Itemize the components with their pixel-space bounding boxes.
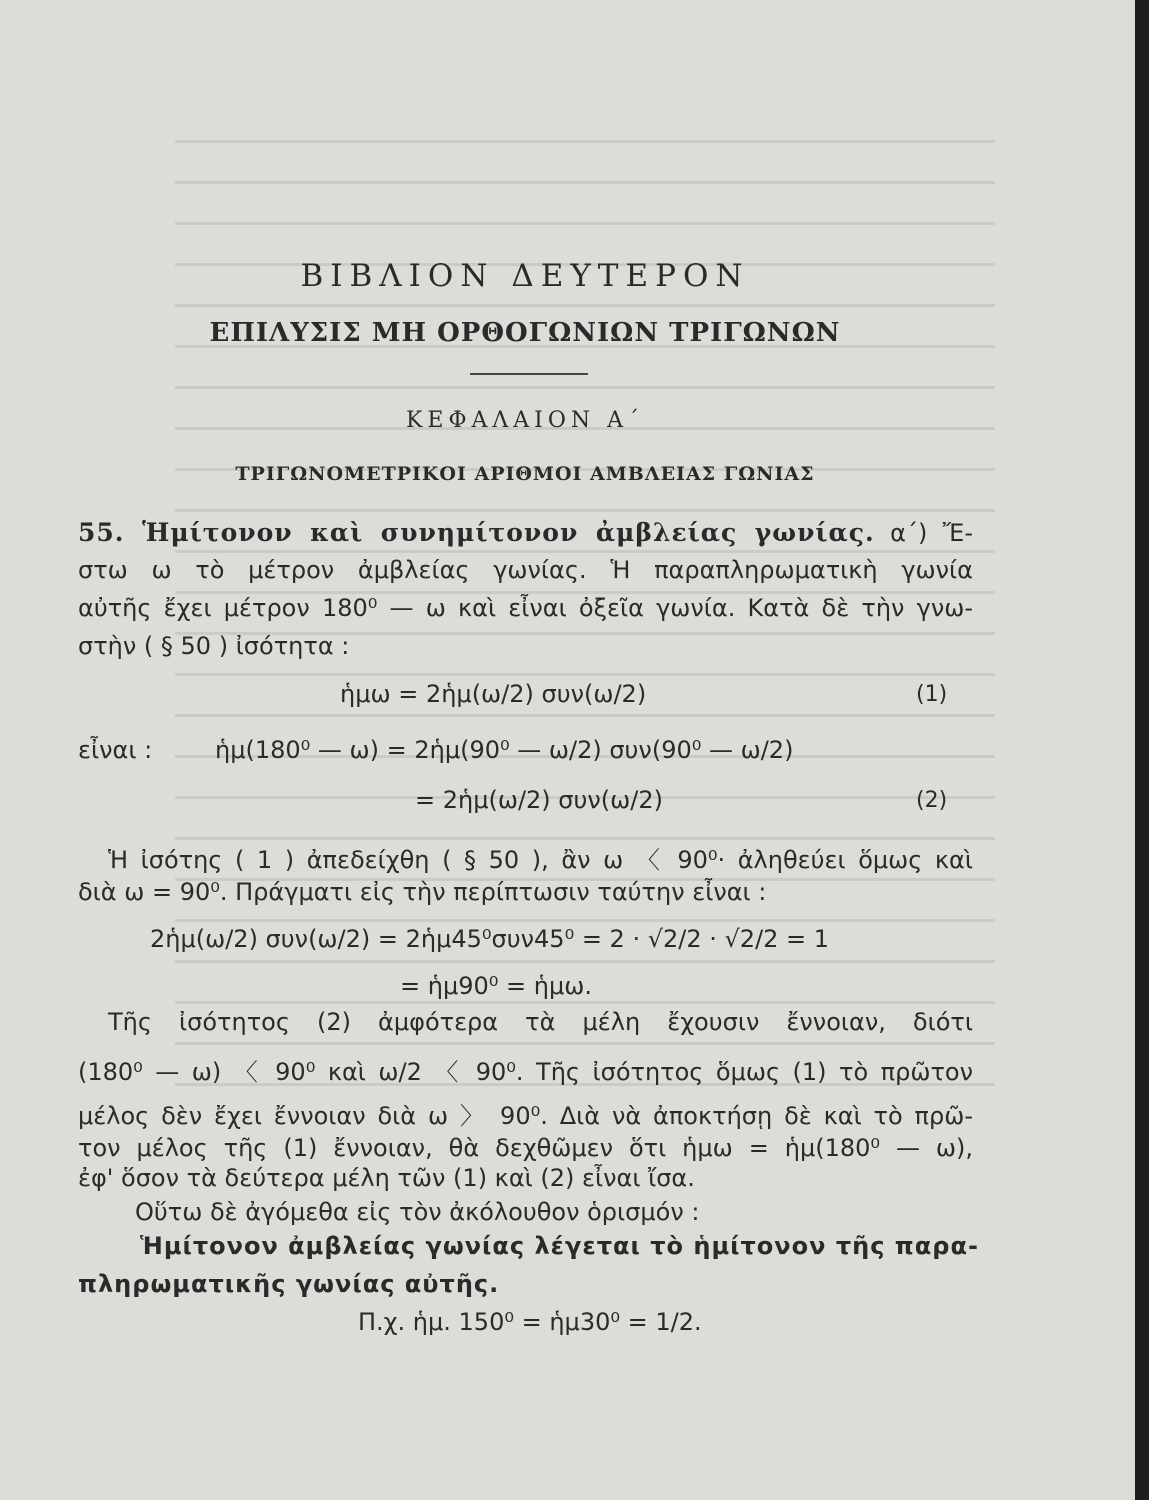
example: Π.χ. ἡμ. 150⁰ = ἡμ30⁰ = 1/2. bbox=[358, 1308, 702, 1336]
equation-2-prefix: εἶναι : bbox=[78, 736, 153, 764]
section-heading: 55. Ἡμίτονον καὶ συνημίτονον ἀμβλείας γωνίας. bbox=[78, 518, 875, 547]
section-heading-cont: α΄) Ἔ- bbox=[890, 519, 973, 547]
para3-line-3: μέλος δὲν ἔχει ἔννοιαν διὰ ω 〉 90⁰. Διὰ νὰ ἀποκτήσῃ δὲ καὶ τὸ πρῶ- bbox=[78, 1102, 973, 1130]
section-line-3: στὴν ( § 50 ) ἰσότητα : bbox=[78, 632, 350, 660]
para4: Οὕτω δὲ ἀγόμεθα εἰς τὸν ἀκόλουθον ὁρισμόν : bbox=[135, 1198, 700, 1226]
equation-1-number: (1) bbox=[916, 682, 948, 707]
para3-line-4: τον μέλος τῆς (1) ἔννοιαν, θὰ δεχθῶμεν ὅτι ἡμω = ἡμ(180⁰ — ω), bbox=[78, 1134, 973, 1162]
page-edge-shadow bbox=[1135, 0, 1149, 1500]
definition-line-2: πληρωματικῆς γωνίας αὐτῆς. bbox=[78, 1270, 500, 1298]
equation-2-number: (2) bbox=[916, 788, 948, 813]
chapter-subtitle: ΤΡΙΓΩΝΟΜΕΤΡΙΚΟΙ ΑΡΙΘΜΟΙ ΑΜΒΛΕΙΑΣ ΓΩΝΙΑΣ bbox=[235, 463, 815, 485]
equation-3-line-1: 2ἡμ(ω/2) συν(ω/2) = 2ἡμ45⁰συν45⁰ = 2 · √2/2 · √2/2 = 1 bbox=[150, 925, 830, 953]
para3-line-5: ἐφ' ὅσον τὰ δεύτερα μέλη τῶν (1) καὶ (2) εἶναι ἴσα. bbox=[78, 1164, 695, 1192]
section-line-1: στω ω τὸ μέτρον ἀμβλείας γωνίας. Ἡ παραπληρωματικὴ γωνία bbox=[78, 556, 973, 584]
para2-line-2: διὰ ω = 90⁰. Πράγματι εἰς τὴν περίπτωσιν ταύτην εἶναι : bbox=[78, 878, 767, 906]
para3-line-2: (180⁰ — ω) 〈 90⁰ καὶ ω/2 〈 90⁰. Τῆς ἰσότητος ὅμως (1) τὸ πρῶτον bbox=[78, 1058, 973, 1086]
part-title: ΕΠΙΛΥΣΙΣ ΜΗ ΟΡΘΟΓΩΝΙΩΝ ΤΡΙΓΩΝΩΝ bbox=[209, 318, 841, 348]
equation-3-line-2: = ἡμ90⁰ = ἡμω. bbox=[400, 972, 592, 1000]
section-line-2: αὐτῆς ἔχει μέτρον 180⁰ — ω καὶ εἶναι ὀξεῖα γωνία. Κατὰ δὲ τὴν γνω- bbox=[78, 594, 973, 622]
equation-1: ἡμω = 2ἡμ(ω/2) συν(ω/2) bbox=[340, 680, 647, 708]
para3-line-1: Τῆς ἰσότητος (2) ἀμφότερα τὰ μέλη ἔχουσιν ἔννοιαν, διότι bbox=[108, 1008, 973, 1036]
title-divider bbox=[470, 373, 588, 375]
equation-2-line-2: = 2ἡμ(ω/2) συν(ω/2) bbox=[415, 786, 663, 814]
book-title: ΒΙΒΛΙΟΝ ΔΕΥΤΕΡΟΝ bbox=[300, 258, 750, 294]
equation-2-line-1: ἡμ(180⁰ — ω) = 2ἡμ(90⁰ — ω/2) συν(90⁰ — ω/2) bbox=[215, 736, 794, 764]
chapter-title: ΚΕΦΑΛΑΙΟΝ Α΄ bbox=[405, 408, 645, 433]
section-heading-line bbox=[78, 518, 973, 547]
para2-line-1: Ἡ ἰσότης ( 1 ) ἀπεδείχθη ( § 50 ), ἂν ω 〈 90⁰· ἀληθεύει ὅμως καὶ bbox=[108, 846, 973, 874]
definition-line-1: Ἡμίτονον ἀμβλείας γωνίας λέγεται τὸ ἡμίτονον τῆς παρα- bbox=[140, 1232, 979, 1260]
